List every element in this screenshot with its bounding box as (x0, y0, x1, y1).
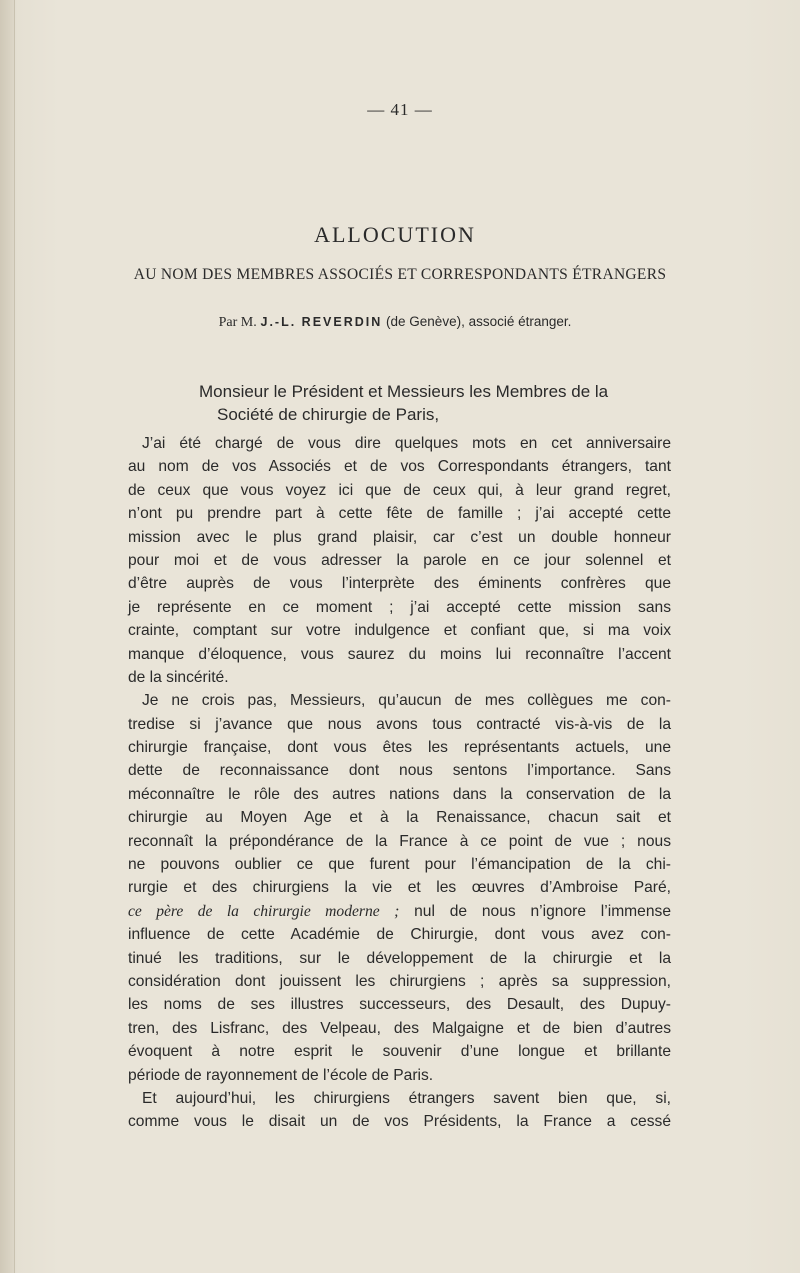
text-line: manque d’éloquence, vous saurez du moins lui reconnaître l’accent (128, 645, 671, 663)
text-line: pour moi et de vous adresser la parole en ce jour solennel et (128, 551, 671, 569)
byline (0, 314, 790, 331)
body-text (128, 432, 671, 1134)
text-line-with-italic (128, 900, 671, 923)
text-line: chirurgie française, dont vous êtes les représentants actuels, une (128, 739, 671, 757)
salutation (199, 380, 679, 426)
page-binding-edge (0, 0, 15, 1273)
page-number: — 41 — (367, 100, 433, 119)
text-line: influence de cette Académie de Chirurgie, dont vous avez con- (128, 926, 671, 944)
text-line: Je ne crois pas, Messieurs, qu’aucun de mes collègues me con- (142, 692, 671, 710)
text-line: d’être auprès de vous l’interprète des éminents confrères que (128, 575, 671, 593)
text-line: évoquent à notre esprit le souvenir d’une longue et brillante (128, 1043, 671, 1061)
text-line: période de rayonnement de l’école de Paris. (128, 1066, 434, 1084)
text-line: reconnaît la prépondérance de la France à ce point de vue ; nous (128, 832, 671, 850)
article-title: ALLOCUTION (314, 222, 476, 247)
text-line: rurgie et des chirurgiens la vie et les œuvres d’Ambroise Paré, (128, 879, 671, 897)
salutation-line: Société de chirurgie de Paris, (217, 405, 440, 424)
text-line: ne pouvons oublier ce que furent pour l’émancipation de la chi- (128, 856, 671, 874)
text-line-continuation: nul de nous n’ignore l’immense (414, 902, 671, 920)
text-line: mission avec le plus grand plaisir, car c’est un double honneur (128, 528, 671, 546)
text-line: de la sincérité. (128, 668, 229, 686)
text-line: crainte, comptant sur votre indulgence et confiant que, si ma voix (128, 622, 671, 640)
text-line: chirurgie au Moyen Age et à la Renaissance, chacun sait et (128, 809, 671, 827)
text-line: de ceux que vous voyez ici que de ceux qui, à leur grand regret, (128, 481, 671, 499)
text-line: dette de reconnaissance dont nous sentons l’importance. Sans (128, 762, 671, 780)
text-line: J’ai été chargé de vous dire quelques mots en cet anniversaire (142, 435, 671, 452)
byline-prefix: Par M. (218, 315, 257, 330)
salutation-line: Monsieur le Président et Messieurs les Membres de la (199, 382, 609, 401)
text-line: n’ont pu prendre part à cette fête de famille ; j’ai accepté cette (128, 505, 671, 523)
author-name: J.-L. REVERDIN (260, 315, 383, 329)
text-line: Et aujourd’hui, les chirurgiens étrangers savent bien que, si, (142, 1089, 671, 1107)
text-line: les noms de ses illustres successeurs, des Desault, des Dupuy- (128, 996, 671, 1014)
text-line: considération dont jouissent les chirurgiens ; après sa suppression, (128, 972, 671, 990)
article-subtitle: AU NOM DES MEMBRES ASSOCIÉS ET CORRESPONDANTS ÉTRANGERS (133, 266, 667, 283)
text-line: tinué les traditions, sur le développement de la chirurgie et la (128, 949, 671, 967)
text-line: méconnaître le rôle des autres nations dans la conservation de la (128, 785, 671, 803)
italic-phrase: ce père de la chirurgie moderne ; (128, 902, 400, 920)
text-line: tredise si j’avance que nous avons tous contracté vis-à-vis de la (128, 715, 671, 733)
byline-affiliation: (de Genève), associé étranger. (386, 314, 572, 329)
text-line: comme vous le disait un de vos Présidents, la France a cessé (128, 1113, 671, 1131)
text-line: au nom de vos Associés et de vos Correspondants étrangers, tant (128, 458, 671, 476)
text-line: tren, des Lisfranc, des Velpeau, des Malgaigne et de bien d’autres (128, 1019, 671, 1037)
text-line: je représente en ce moment ; j’ai accepté cette mission sans (128, 598, 671, 616)
